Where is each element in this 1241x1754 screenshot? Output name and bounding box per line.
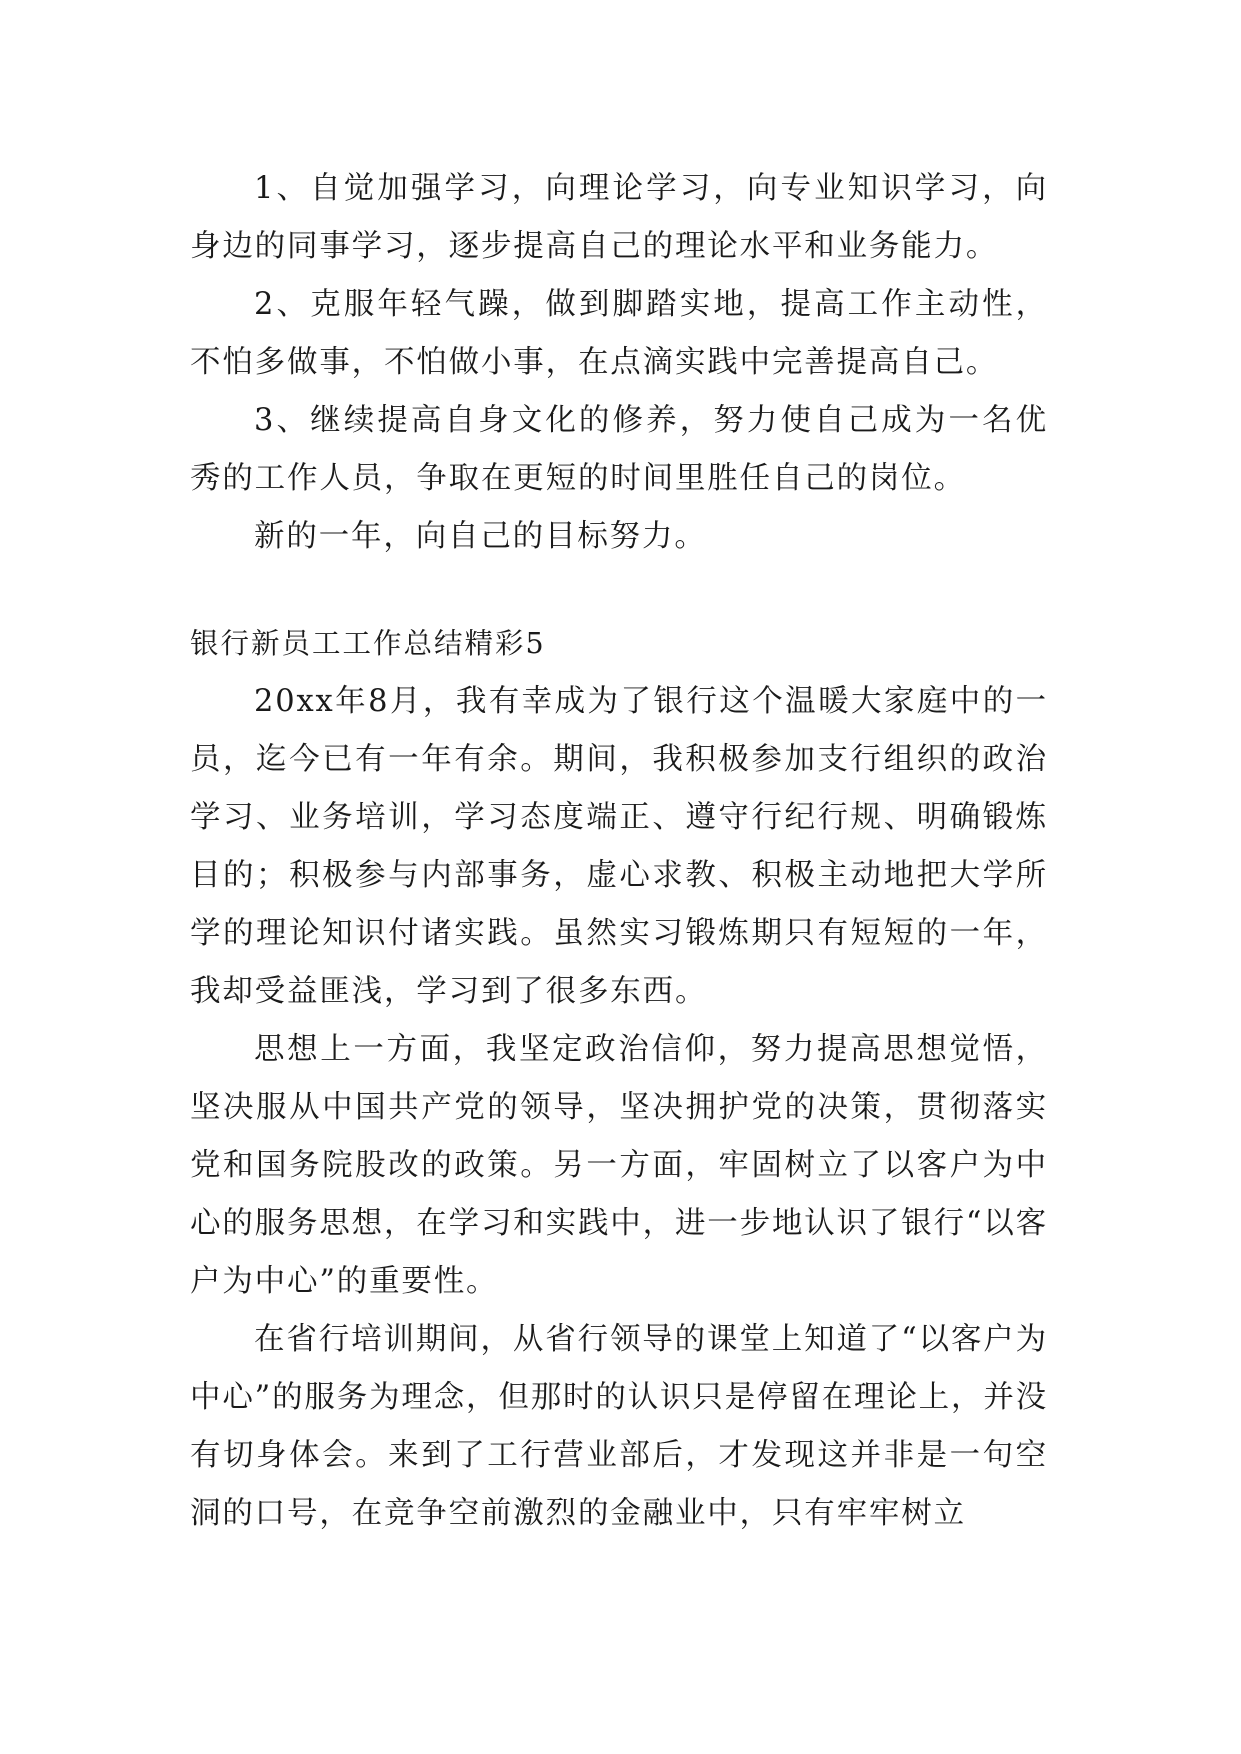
paragraph-item-3: 3、继续提高自身文化的修养，努力使自己成为一名优秀的工作人员，争取在更短的时间里胜任自己的岗位。 (190, 403, 1048, 496)
paragraph-intro: 20xx年8月，我有幸成为了银行这个温暖大家庭中的一员，迄今已有一年有余。期间，我积极参加支行组织的政治学习、业务培训，学习态度端正、遵守行纪行规、明确锻炼目的；积极参与内部事务，虚心求教、积极主动地把大学所学的理论知识付诸实践。虽然实习锻炼期只有短短的一年，我却受益匪浅，学习到了很多东西。 (190, 684, 1048, 1009)
section-title: 银行新员工工作总结精彩5 (190, 627, 546, 660)
paragraph-item-1: 1、自觉加强学习，向理论学习，向专业知识学习，向身边的同事学习，逐步提高自己的理论水平和业务能力。 (190, 171, 1048, 264)
paragraph-item-2: 2、克服年轻气躁，做到脚踏实地，提高工作主动性，不怕多做事，不怕做小事，在点滴实践中完善提高自己。 (190, 287, 1048, 380)
document-body (190, 160, 1048, 1543)
paragraph-new-year: 新的一年，向自己的目标努力。 (254, 519, 707, 554)
paragraph-training: 在省行培训期间，从省行领导的课堂上知道了“以客户为中心”的服务为理念，但那时的认识只是停留在理论上，并没有切身体会。来到了工行营业部后，才发现这并非是一句空洞的口号，在竞争空前激烈的金融业中，只有牢牢树立 (190, 1322, 1049, 1531)
paragraph-thought: 思想上一方面，我坚定政治信仰，努力提高思想觉悟，坚决服从中国共产党的领导，坚决拥护党的决策，贯彻落实党和国务院股改的政策。另一方面，牢固树立了以客户为中心的服务思想，在学习和实践中，进一步地认识了银行“以客户为中心”的重要性。 (190, 1032, 1049, 1299)
